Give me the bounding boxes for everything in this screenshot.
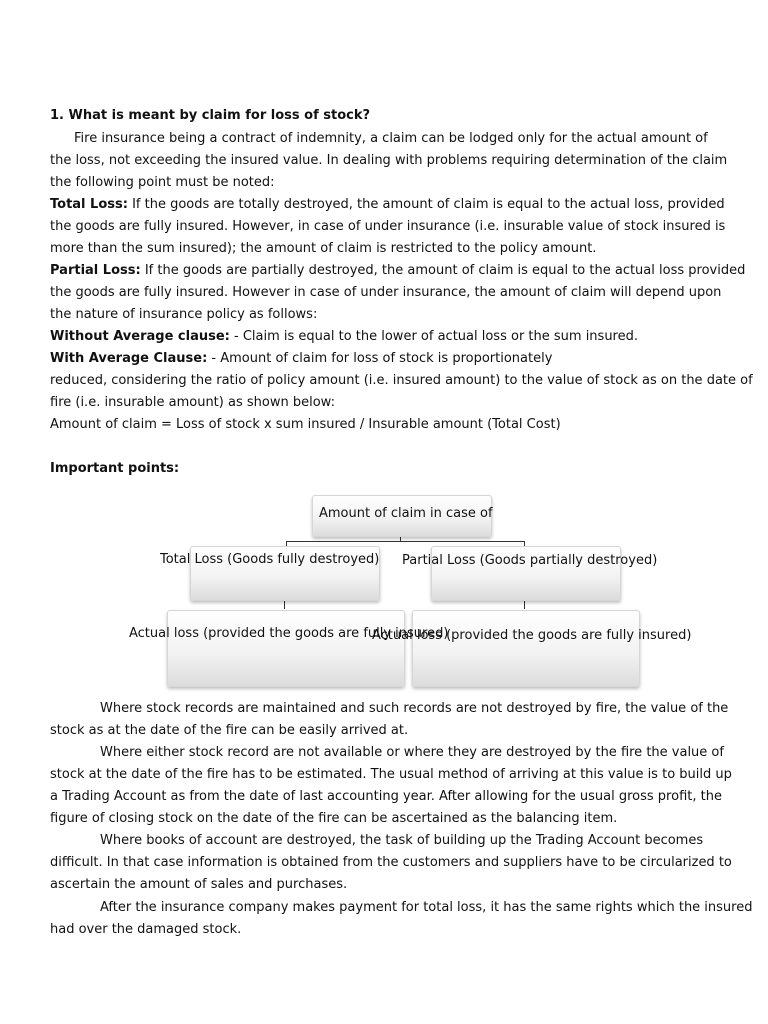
para1-line-1: Where stock records are maintained and such records are not destroyed by fire, the value of the bbox=[100, 701, 729, 716]
para4-line-2: had over the damaged stock. bbox=[50, 922, 242, 937]
right-leaf-label: Actual loss (provided the goods are fully insured) bbox=[372, 628, 692, 643]
without-average-line bbox=[50, 326, 638, 348]
left-leaf-label: Actual loss (provided the goods are fully insured) bbox=[129, 626, 449, 641]
total-loss-label: Total Loss: bbox=[50, 197, 128, 212]
total-loss-branch-label: Total Loss (Goods fully destroyed) bbox=[160, 552, 380, 567]
total-loss-text-1: If the goods are totally destroyed, the amount of claim is equal to the actual loss, provided bbox=[127, 197, 725, 212]
para2-line-4: figure of closing stock on the date of the fire can be ascertained as the balancing item. bbox=[50, 811, 618, 826]
partial-loss-label: Partial Loss: bbox=[50, 263, 141, 278]
question-heading: 1. What is meant by claim for loss of stock? bbox=[50, 108, 371, 123]
without-average-text: - Claim is equal to the lower of actual loss or the sum insured. bbox=[229, 329, 638, 344]
with-average-line-2: reduced, considering the ratio of policy amount (i.e. insured amount) to the value of stock as on the date of bbox=[50, 373, 753, 388]
intro-line-1: Fire insurance being a contract of indemnity, a claim can be lodged only for the actual amount of bbox=[74, 131, 708, 146]
total-loss-line-2: the goods are fully insured. However, in case of under insurance (i.e. insurable value of stock insured is bbox=[50, 219, 726, 234]
para2-line-3: a Trading Account as from the date of last accounting year. After allowing for the usual gross profit, the bbox=[50, 789, 722, 804]
with-average-text-1: - Amount of claim for loss of stock is proportionately bbox=[207, 351, 553, 366]
with-average-line-1 bbox=[50, 348, 552, 370]
intro-line-3: the following point must be noted: bbox=[50, 175, 275, 190]
para1-line-2: stock as at the date of the fire can be easily arrived at. bbox=[50, 723, 409, 738]
with-average-label: With Average Clause: bbox=[50, 351, 208, 366]
root-label: Amount of claim in case of bbox=[319, 506, 493, 521]
partial-loss-branch-label: Partial Loss (Goods partially destroyed) bbox=[402, 553, 658, 568]
branch-bar bbox=[286, 541, 524, 542]
partial-loss-text-1: If the goods are partially destroyed, the amount of claim is equal to the actual loss provided bbox=[140, 263, 746, 278]
para4-line-1: After the insurance company makes payment for total loss, it has the same rights which the insured bbox=[100, 900, 753, 915]
para3-line-1: Where books of account are destroyed, the task of building up the Trading Account becomes bbox=[100, 833, 704, 848]
claim-formula: Amount of claim = Loss of stock x sum insured / Insurable amount (Total Cost) bbox=[50, 417, 561, 432]
with-average-line-3: fire (i.e. insurable amount) as shown below: bbox=[50, 395, 335, 410]
partial-loss-line-3: the nature of insurance policy as follows: bbox=[50, 307, 318, 322]
para3-line-3: ascertain the amount of sales and purchases. bbox=[50, 877, 348, 892]
para2-line-2: stock at the date of the fire has to be estimated. The usual method of arriving at this value is to build up bbox=[50, 767, 732, 782]
total-loss-line-3: more than the sum insured); the amount of claim is restricted to the policy amount. bbox=[50, 241, 597, 256]
right-leaf-box bbox=[412, 610, 640, 687]
intro-line-2: the loss, not exceeding the insured value. In dealing with problems requiring determination of the claim bbox=[50, 153, 728, 168]
total-loss-line-1 bbox=[50, 194, 725, 216]
partial-loss-line-1 bbox=[50, 260, 745, 282]
para3-line-2: difficult. In that case information is obtained from the customers and suppliers have to be circularized to bbox=[50, 855, 732, 870]
para2-line-1: Where either stock record are not available or where they are destroyed by the fire the value of bbox=[100, 745, 724, 760]
left-leaf-box bbox=[167, 610, 405, 687]
partial-loss-line-2: the goods are fully insured. However in case of under insurance, the amount of claim will depend upon bbox=[50, 285, 722, 300]
without-average-label: Without Average clause: bbox=[50, 329, 230, 344]
important-points-heading: Important points: bbox=[50, 461, 180, 476]
